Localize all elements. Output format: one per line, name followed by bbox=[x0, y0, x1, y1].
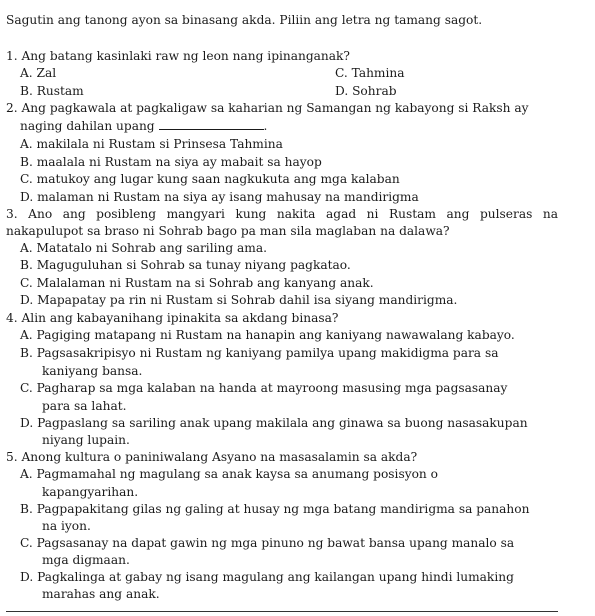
question-4: 4. Alin ang kabayanihang ipinakita sa akdang binasa? bbox=[6, 311, 339, 325]
q3-option-a: A. Matatalo ni Sohrab ang sariling ama. bbox=[20, 241, 267, 255]
q5-option-d-line-1: D. Pagkalinga at gabay ng isang magulang ang kailangan upang hindi lumaking bbox=[20, 570, 514, 584]
q5-option-c-line-1: C. Pagsasanay na dapat gawin ng mga pinuno ng bawat bansa upang manalo sa bbox=[20, 536, 515, 550]
instruction-text: Sagutin ang tanong ayon sa binasang akda. Piliin ang letra ng tamang sagot. bbox=[6, 13, 483, 27]
question-2-stem-end: naging dahilan upang bbox=[20, 119, 155, 133]
q2-option-c: C. matukoy ang lugar kung saan nagkukuta ang mga kalaban bbox=[20, 172, 400, 186]
question-1: 1. Ang batang kasinlaki raw ng leon nang ipinanganak? bbox=[6, 49, 350, 63]
q5-option-c-line-2: mga digmaan. bbox=[42, 553, 130, 567]
q2-option-a: A. makilala ni Rustam si Prinsesa Tahmina bbox=[20, 137, 283, 151]
q4-option-c-line-2: para sa lahat. bbox=[42, 399, 127, 413]
q2-option-d: D. malaman ni Rustam na siya ay isang mahusay na mandirigma bbox=[20, 190, 419, 204]
question-3-line-1: 3. Ano ang posibleng mangyari kung nakita agad ni Rustam ang pulseras na bbox=[6, 207, 558, 221]
q2-option-b: B. maalala ni Rustam na siya ay mabait sa hayop bbox=[20, 155, 322, 169]
q1-option-c: C. Tahmina bbox=[335, 66, 405, 80]
q3-option-b: B. Maguguluhan si Sohrab sa tunay niyang pagkatao. bbox=[20, 258, 351, 272]
answer-blank bbox=[159, 119, 264, 130]
q1-option-a: A. Zal bbox=[20, 66, 57, 80]
question-3-line-2: nakapulupot sa braso ni Sohrab bago pa man sila maglaban na dalawa? bbox=[6, 224, 450, 238]
q4-option-a: A. Pagiging matapang ni Rustam na hanapin ang kaniyang nawawalang kabayo. bbox=[20, 328, 515, 342]
q1-option-b: B. Rustam bbox=[20, 84, 84, 98]
question-2-period: . bbox=[263, 119, 268, 133]
q3-option-d: D. Mapapatay pa rin ni Rustam si Sohrab dahil isa siyang mandirigma. bbox=[20, 293, 458, 307]
q4-option-d-line-1: D. Pagpaslang sa sariling anak upang makilala ang ginawa sa buong nasasakupan bbox=[20, 416, 528, 430]
q1-option-d: D. Sohrab bbox=[335, 84, 397, 98]
question-5: 5. Anong kultura o paniniwalang Asyano na masasalamin sa akda? bbox=[6, 450, 418, 464]
q4-option-c-line-1: C. Pagharap sa mga kalaban na handa at mayroong masusing mga pagsasanay bbox=[20, 381, 508, 395]
q5-option-b-line-1: B. Pagpapakitang gilas ng galing at husay ng mga batang mandirigma sa panahon bbox=[20, 502, 530, 516]
q5-option-d-line-2: marahas ang anak. bbox=[42, 587, 160, 601]
q5-option-a-line-1: A. Pagmamahal ng magulang sa anak kaysa sa anumang posisyon o bbox=[20, 467, 438, 481]
q5-option-b-line-2: na iyon. bbox=[42, 519, 91, 533]
question-2-line-2 bbox=[20, 119, 267, 133]
question-2-line-1: 2. Ang pagkawala at pagkaligaw sa kaharian ng Samangan ng kabayong si Raksh ay bbox=[6, 101, 529, 115]
q3-option-c: C. Malalaman ni Rustam na si Sohrab ang kanyang anak. bbox=[20, 276, 374, 290]
bottom-rule bbox=[6, 611, 558, 612]
q4-option-b-line-2: kaniyang bansa. bbox=[42, 364, 143, 378]
q5-option-a-line-2: kapangyarihan. bbox=[42, 485, 139, 499]
q4-option-d-line-2: niyang lupain. bbox=[42, 433, 130, 447]
q4-option-b-line-1: B. Pagsasakripisyo ni Rustam ng kaniyang pamilya upang makidigma para sa bbox=[20, 346, 499, 360]
